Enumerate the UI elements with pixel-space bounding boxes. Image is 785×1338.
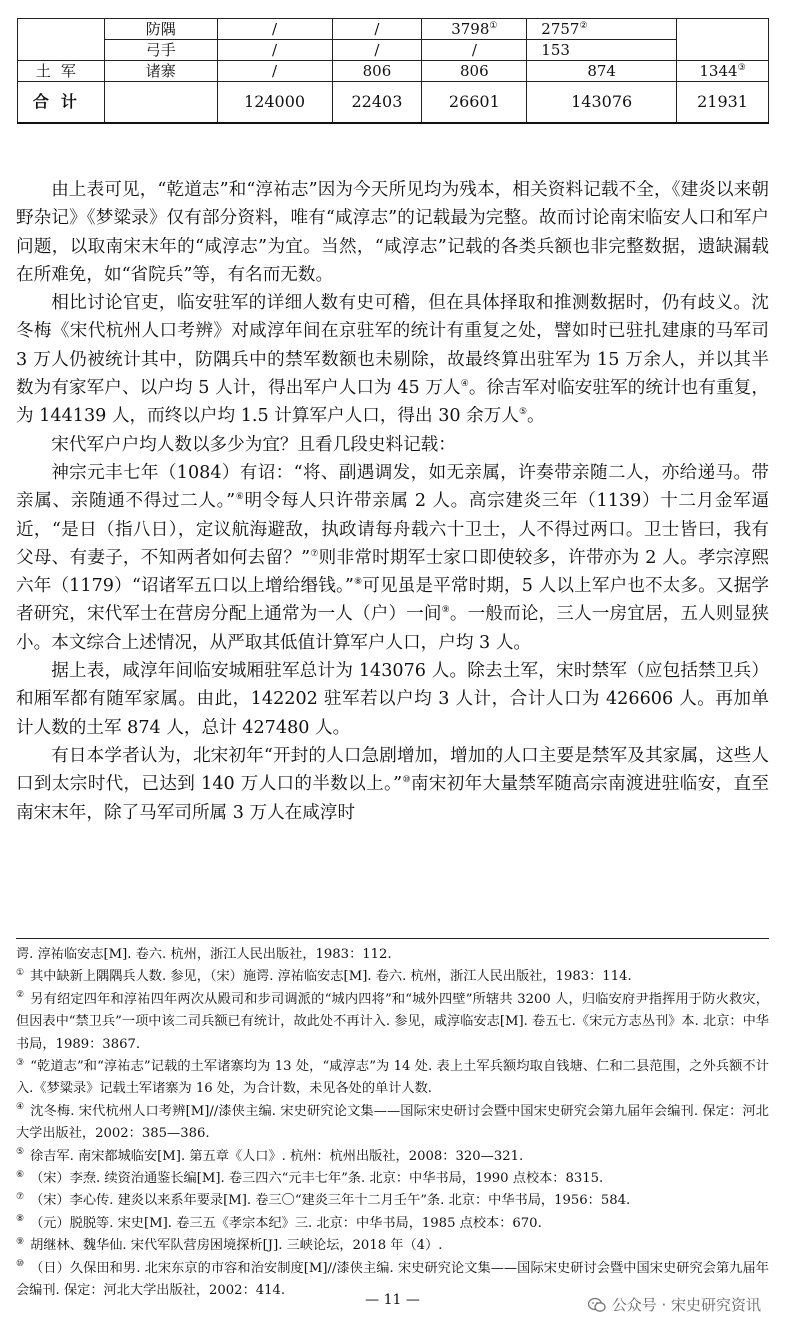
footnote-mark: ⑩ xyxy=(16,1259,25,1270)
footnote xyxy=(16,944,769,966)
footnote-text: （宋）李心传. 建炎以来系年要录[M]. 卷三〇“建炎三年十二月壬午”条. 北京：中华书局，1956：584. xyxy=(30,1193,631,1209)
footnote-mark: ② xyxy=(16,990,25,1001)
table-cell: 874 xyxy=(527,61,677,82)
footnote-text: 胡继林、魏华仙. 宋代军队营房困境探析[J]. 三峡论坛，2018 年（4）. xyxy=(30,1238,443,1254)
footnote-ref: ① xyxy=(489,21,498,31)
footnote-ref: ⑧ xyxy=(353,577,363,588)
table-cell: 诸寨 xyxy=(104,61,217,82)
text-run: 由上表可见，“乾道志”和“淳祐志”因为今天所见均为残本，相关资料记载不全，《建炎以来朝野杂记》《梦粱录》仅有部分资料，唯有“咸淳志”的记载最为完整。故而讨论南宋临安人口和军户问题，以取南宋末年的“咸淳志”为宜。当然，“咸淳志”记载的各类兵额也非完整数据，遗缺漏载在所难免，如“省院兵”等，有名而无数。 xyxy=(16,180,769,285)
footnote-text: 沈冬梅. 宋代杭州人口考辨[M]//漆侠主编. 宋史研究论文集——国际宋史研讨会暨中国宋史研究会第九届年会编刊. 保定：河北大学出版社，2002：385—386. xyxy=(16,1103,769,1142)
footnote-mark: ① xyxy=(16,968,25,979)
footnote xyxy=(16,1056,769,1101)
footnote-text: （日）久保田和男. 北宋东京的市容和治安制度[M]//漆侠主编. 宋史研究论文集——国际宋史研讨会暨中国宋史研究会第九届年会编刊. 保定：河北大学出版社，2002：414. xyxy=(16,1260,769,1299)
table-cell: / xyxy=(332,40,422,61)
footnote xyxy=(16,1101,769,1146)
paragraph xyxy=(16,742,769,827)
paragraph xyxy=(16,459,769,657)
table-cell: 2757② xyxy=(527,19,677,40)
watermark-text: 公众号 · 宋史研究资讯 xyxy=(611,1296,761,1314)
table-cell: 806 xyxy=(422,61,527,82)
table-cell: 124000 xyxy=(217,82,332,124)
footnote xyxy=(16,1190,769,1212)
table-cell: / xyxy=(422,40,527,61)
text-run: 神宗元丰七年（1084）有诏：“将、副遇调发，如无亲属，许奏带亲随二人，亦给递马。带亲属、亲随通不得过二人。” xyxy=(16,462,769,512)
footnote-text: 谔. 淳祐临安志[M]. 卷六. 杭州，浙江人民出版社，1983：112. xyxy=(16,947,392,962)
table-cell: 3798① xyxy=(422,19,527,40)
table-cell: 防隅 xyxy=(104,19,217,40)
footnote-mark: ④ xyxy=(16,1102,25,1113)
footnote xyxy=(16,1146,769,1168)
table-cell xyxy=(677,19,769,61)
footnote-mark: ⑤ xyxy=(16,1147,25,1158)
footnote-ref: ⑦ xyxy=(310,549,319,559)
table-cell: / xyxy=(217,19,332,40)
footnote xyxy=(16,966,769,988)
footnote-mark: ⑧ xyxy=(16,1214,25,1225)
troop-table xyxy=(17,18,769,124)
table-cell: / xyxy=(217,61,332,82)
table-total-row xyxy=(18,82,769,124)
table-cell: 21931 xyxy=(677,82,769,124)
text-run: 南宋初年大量禁军随高宗南渡进驻临安，直至南宋末年，除了马军司所属 3 万人在咸淳时 xyxy=(16,774,769,823)
footnote-text: （宋）李焘. 续资治通鉴长编[M]. 卷三四六“元丰七年”条. 北京：中华书局，1990 点校本：8315. xyxy=(30,1171,604,1187)
footnote-text: “乾道志”和“淳祐志”记载的土军诸寨均为 13 处，“咸淳志”为 14 处. 表上土军兵额均取自钱塘、仁和二县范围，之外兵额不计入.《梦粱录》记载土军诸寨为 16 处，为合计数，未见各处的单计人数. xyxy=(16,1059,769,1097)
table-cell: 弓手 xyxy=(104,40,217,61)
body-text xyxy=(16,176,769,827)
text-run: 。一般而论，三人一房宜居，五人则显狭小。本文综合上述情况，从严取其低值计算军户人口，户均 3 人。 xyxy=(16,604,769,653)
footnote-text: 其中缺新上隅隅兵人数. 参见，（宋）施谔. 淳祐临安志[M]. 卷六. 杭州，浙江人民出版社，1983：114. xyxy=(30,969,632,985)
table-cell: / xyxy=(217,40,332,61)
table-cell: 143076 xyxy=(527,82,677,124)
watermark xyxy=(588,1294,761,1315)
footnote-text: 徐吉军. 南宋都城临安[M]. 第五章《人口》. 杭州：杭州出版社，2008：320—321. xyxy=(30,1148,524,1164)
table-cell: 806 xyxy=(332,61,422,82)
footnote-ref: ⑩ xyxy=(402,775,411,786)
text-run: 。 xyxy=(527,406,545,427)
text-run: 可见虽是平常时期，5 人以上军户也不太多。又据学者研究，宋代军士在营房分配上通常为一人（户）一间 xyxy=(16,576,769,625)
text-run: 宋代军户户均人数以多少为宜？且看几段史料记载： xyxy=(51,434,456,455)
footnote xyxy=(16,1235,769,1257)
text-run: 明令每人只许带亲属 2 人。高宗建炎三年（1139）十二月金军逼近，“是日（指八日），定议航海避敌，执政请每舟载六十卫士，人不得过两口。卫士皆曰，我有父母、有妻子，不知两者如何去留？” xyxy=(16,491,769,568)
footnote-ref: ③ xyxy=(737,63,746,73)
page-number: — 11 — xyxy=(365,1292,420,1308)
table-row xyxy=(18,40,769,61)
footnote-mark: ⑨ xyxy=(16,1236,25,1247)
footnote xyxy=(16,1213,769,1235)
table-cell xyxy=(104,82,217,124)
table-cell: 153 xyxy=(527,40,677,61)
text-run: 相比讨论官吏，临安驻军的详细人数有史可稽，但在具体择取和推测数据时，仍有歧义。沈冬梅《宋代杭州人口考辨》对咸淳年间在京驻军的统计有重复之处，譬如时已驻扎建康的马军司 3 万人仍被统计其中，防隅兵中的禁军数额也未剔除，故最终算出驻军为 15 万余人，并以其半数为有家军户、以户均 5 人计，得出军户人口为 45 万人 xyxy=(16,293,769,399)
paragraph xyxy=(16,657,769,742)
total-label: 合计 xyxy=(18,82,105,124)
footnote xyxy=(16,1168,769,1190)
text-run: 有日本学者认为，北宋初年“开封的人口急剧增加，增加的人口主要是禁军及其家属，这些人口到太宗时代，已达到 140 万人口的半数以上。” xyxy=(16,745,769,795)
text-run: 则非常时期军士家口即使较多，许带亦为 2 人。孝宗淳熙六年（1179）“诏诸军五口以上增给缗钱。” xyxy=(16,547,769,597)
footnotes xyxy=(16,944,769,1303)
footnote-ref: ④ xyxy=(460,379,469,390)
table-cell: 土军 xyxy=(18,61,105,82)
footnote-mark: ⑦ xyxy=(16,1192,25,1203)
table-row xyxy=(18,61,769,82)
table-cell: 26601 xyxy=(422,82,527,124)
footnote-ref: ② xyxy=(579,21,588,31)
footnote-text: 另有绍定四年和淳祐四年两次从殿司和步司调派的“城内四将”和“城外四壁”所辖共 3200 人，归临安府尹指挥用于防火救灾，但因表中“禁卫兵”一项中该二司兵额已有统计，故此处不再计入. 参见，咸淳临安志[M]. 卷五七.《宋元方志丛刊》本. 北京：中华书局，1989：3867. xyxy=(16,991,769,1052)
footnote-ref: ⑤ xyxy=(518,407,528,418)
footnote-divider xyxy=(16,938,769,939)
paragraph xyxy=(16,289,769,430)
paragraph xyxy=(16,431,769,459)
paragraph xyxy=(16,176,769,289)
text-run: 据上表，咸淳年间临安城厢驻军总计为 143076 人。除去土军，宋时禁军（应包括禁卫兵）和厢军都有随军家属。由此，142202 驻军若以户均 3 人计，合计人口为 426606 人。再加单计人数的土军 874 人，总计 427480 人。 xyxy=(16,661,769,738)
table-cell xyxy=(18,19,105,61)
footnote-ref: ⑥ xyxy=(235,492,245,503)
table-row xyxy=(18,19,769,40)
footnote-mark: ⑥ xyxy=(16,1169,25,1180)
footnote-ref: ⑨ xyxy=(441,605,450,616)
footnote-text: （元）脱脱等. 宋史[M]. 卷三五《孝宗本纪》三. 北京：中华书局，1985 点校本：670. xyxy=(30,1215,542,1231)
footnote-mark: ③ xyxy=(16,1057,25,1068)
table-cell: / xyxy=(332,19,422,40)
table-cell: 22403 xyxy=(332,82,422,124)
footnote xyxy=(16,989,769,1056)
table-cell: 1344③ xyxy=(677,61,769,82)
wechat-icon xyxy=(588,1297,606,1313)
text-run: 。徐吉军对临安驻军的统计也有重复，为 144139 人，而终以户均 1.5 计算军户人口，得出 30 余万人 xyxy=(16,378,769,427)
